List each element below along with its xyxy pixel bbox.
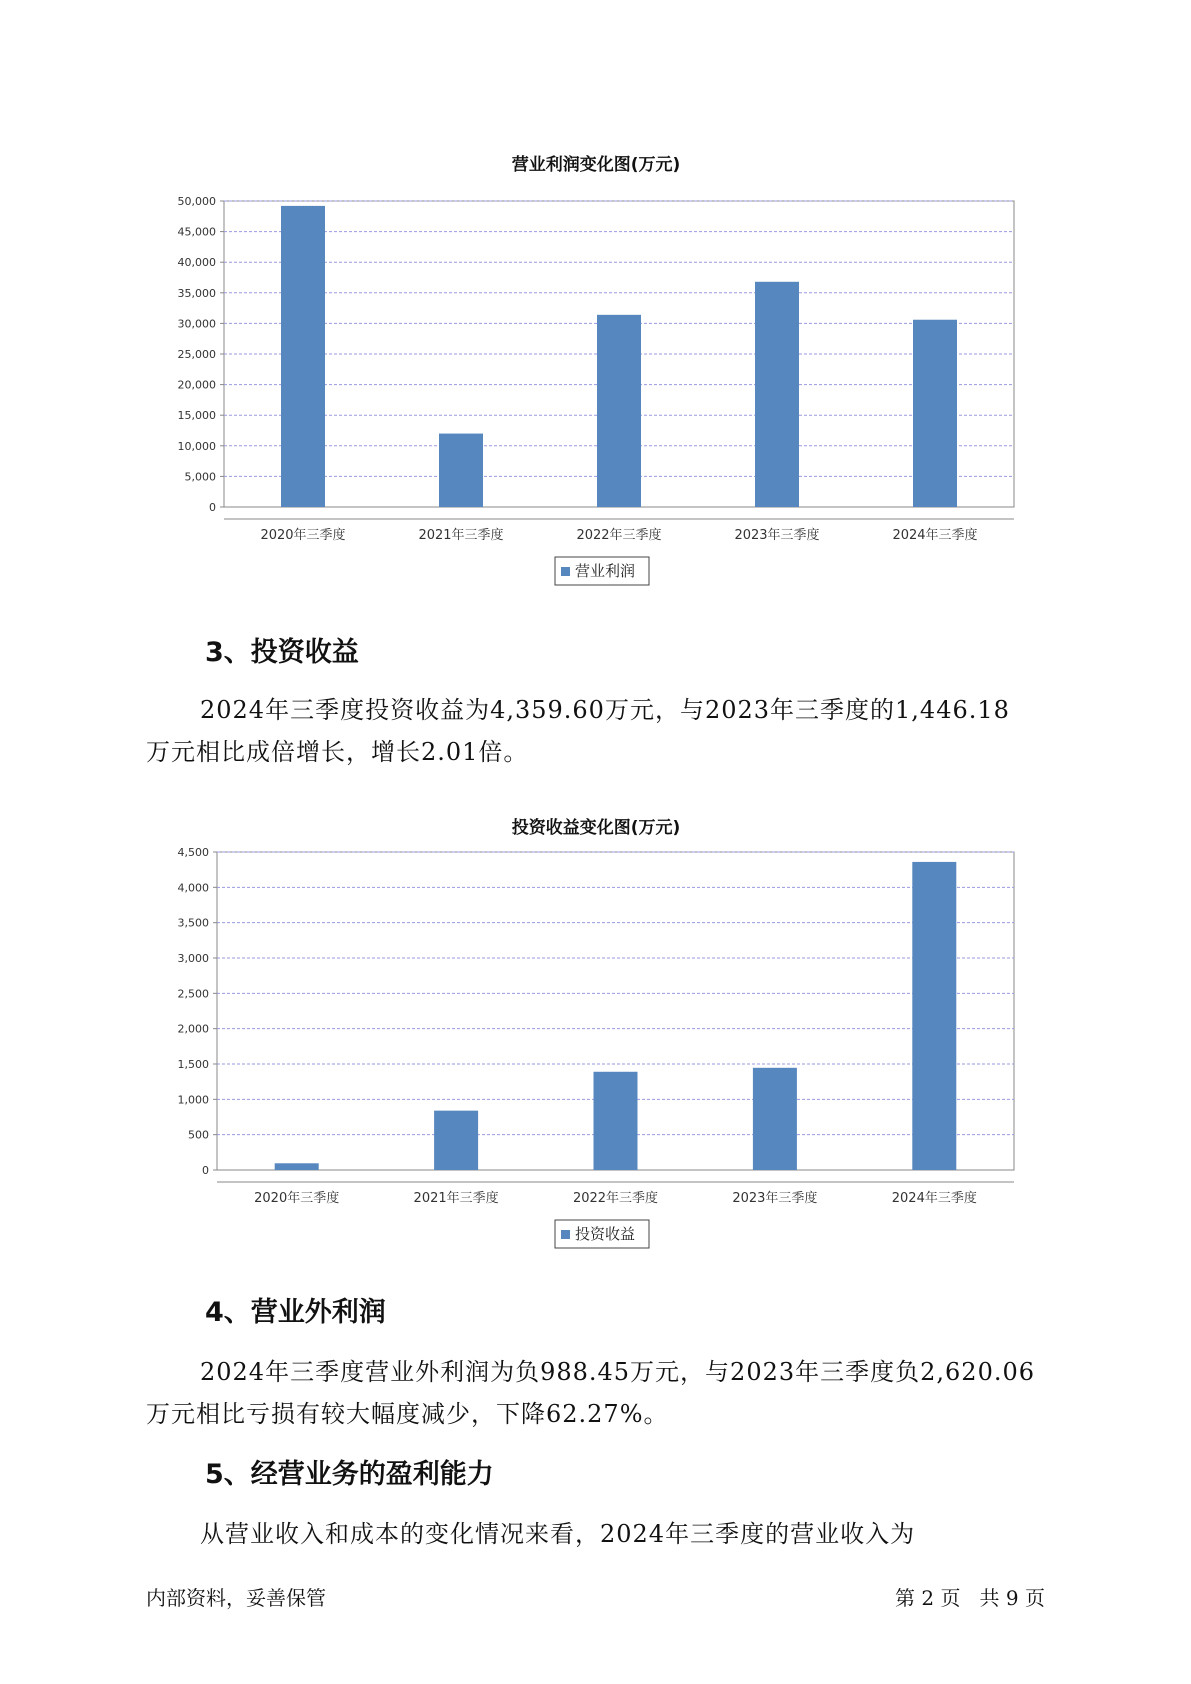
y-tick-label: 20,000 (177, 378, 216, 392)
x-tick-label: 2020年三季度 (254, 1191, 340, 1206)
x-tick-label: 2024年三季度 (891, 1191, 977, 1206)
y-tick-label: 4,000 (177, 881, 209, 895)
footer-left: 内部资料，妥善保管 (146, 1586, 326, 1610)
section-5-heading: 5、经营业务的盈利能力 (205, 1459, 494, 1490)
x-tick-label: 2023年三季度 (732, 1191, 818, 1206)
section-3-line-1: 2024年三季度投资收益为4,359.60万元，与2023年三季度的1,446.18 (200, 696, 1010, 724)
chart2-title: 投资收益变化图(万元) (511, 818, 681, 838)
x-tick-label: 2022年三季度 (576, 528, 662, 543)
y-tick-label: 2,500 (177, 987, 209, 1001)
x-tick-label: 2024年三季度 (892, 528, 978, 543)
legend-label: 投资收益 (575, 1225, 636, 1243)
y-tick-label: 50,000 (177, 195, 216, 208)
y-tick-label: 5,000 (184, 470, 216, 484)
section-3-line-2: 万元相比成倍增长，增长2.01倍。 (146, 738, 529, 766)
x-tick-label: 2022年三季度 (572, 1191, 659, 1206)
x-tick-label: 2023年三季度 (734, 528, 820, 543)
bar (912, 862, 956, 1170)
y-tick-label: 25,000 (177, 348, 216, 361)
section-5-line-1: 从营业收入和成本的变化情况来看，2024年三季度的营业收入为 (200, 1520, 916, 1548)
section-4-heading: 4、营业外利润 (205, 1297, 386, 1328)
section-4-line-1: 2024年三季度营业外利润为负988.45万元，与2023年三季度负2,620.06 (200, 1358, 1036, 1386)
chart1-title: 营业利润变化图(万元) (511, 155, 681, 175)
y-tick-label: 40,000 (177, 256, 216, 270)
legend-label: 营业利润 (575, 562, 636, 580)
y-tick-label: 30,000 (177, 317, 216, 331)
section-4-line-2: 万元相比亏损有较大幅度减少，下降62.27%。 (146, 1400, 669, 1428)
bar (434, 1111, 478, 1170)
y-tick-label: 1,000 (177, 1093, 209, 1107)
x-tick-label: 2021年三季度 (418, 528, 504, 543)
bar (753, 1068, 797, 1170)
x-tick-label: 2020年三季度 (260, 528, 346, 543)
y-tick-label: 0 (209, 501, 216, 514)
y-tick-label: 3,500 (177, 916, 209, 930)
legend-swatch (561, 1230, 570, 1239)
footer-page-number: 第 2 页 共 9 页 (895, 1586, 1045, 1610)
y-tick-label: 3,000 (177, 952, 209, 965)
x-tick-label: 2021年三季度 (413, 1191, 499, 1206)
y-tick-label: 15,000 (177, 409, 216, 423)
section-3-heading: 3、投资收益 (205, 637, 359, 668)
bar (594, 1072, 638, 1170)
y-tick-label: 35,000 (177, 286, 216, 300)
y-tick-label: 1,500 (177, 1058, 209, 1071)
y-tick-label: 45,000 (177, 225, 216, 239)
y-tick-label: 10,000 (177, 439, 216, 453)
y-tick-label: 2,000 (177, 1022, 209, 1036)
bar (275, 1163, 319, 1170)
y-tick-label: 0 (202, 1164, 209, 1177)
y-tick-label: 4,500 (177, 846, 209, 859)
y-tick-label: 500 (188, 1128, 209, 1142)
